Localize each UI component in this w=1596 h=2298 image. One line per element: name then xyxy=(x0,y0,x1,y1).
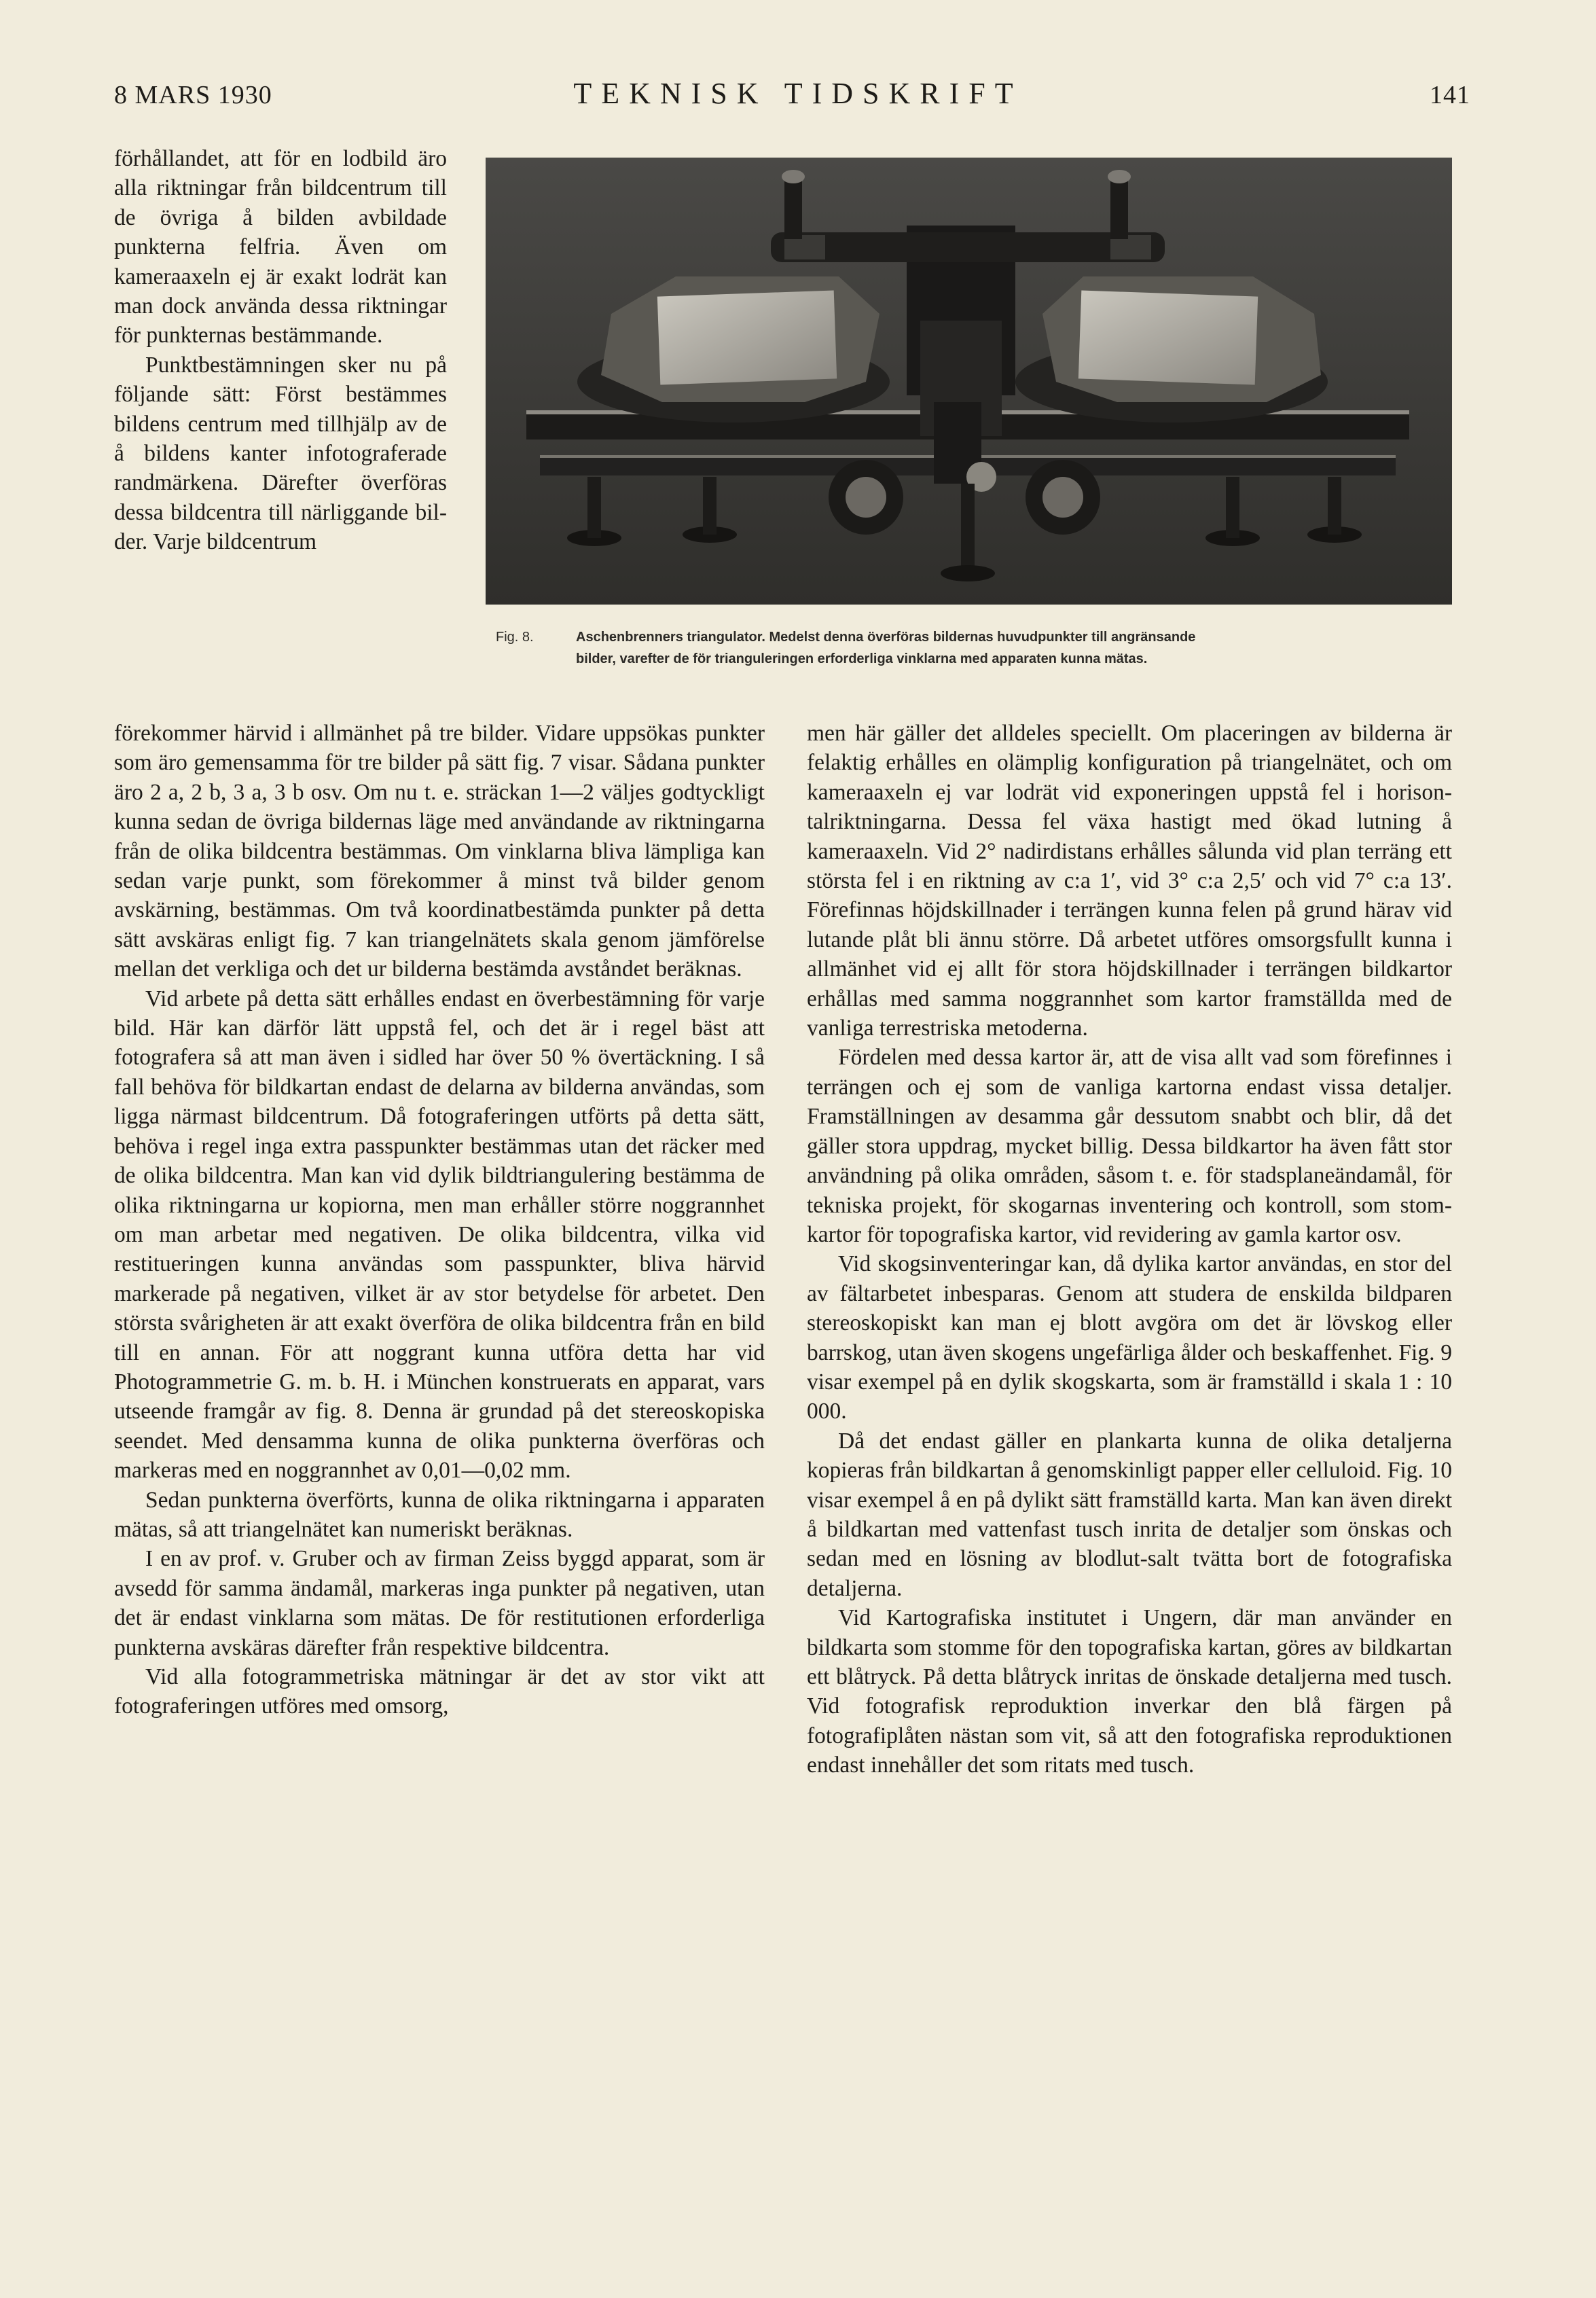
triangulator-photo xyxy=(486,158,1452,605)
paragraph: Punktbestämningen sker nu på följande sätt: Först bestämmes bildens centrum med tillhjälp av de å bildens kanter infotograferade randmärkena. Därefter överföras dessa bildcentra till närliggande bilder. Varje bildcentrum xyxy=(114,352,447,555)
paragraph: Vid alla fotogrammetriska mätningar är det av stor vikt att fotograferingen utföres med omsorg, xyxy=(114,1664,765,1719)
paragraph: Vid Kartografiska institutet i Ungern, där man använder en bildkarta som stomme för den topografiska kartan, göres av bildkartan ett blåtryck. På detta blåtryck inritas de önskade detaljerna med tusch. Vid fotografisk reproduktion inverkar den blå färgen på fotografiplåten nästan som vit, så att den fotografiska reproduktionen endast innehåller det som ritats med tusch. xyxy=(807,1605,1452,1778)
paragraph: förekommer härvid i allmänhet på tre bilder. Vidare uppsökas punkter som äro gemensamma för tre bilder på sätt fig. 7 visar. Sådana punkter äro 2 a, 2 b, 3 a, 3 b osv. Om nu t. e. sträckan 1—2 väljes godtyckligt kunna sedan de övriga bildernas läge med användande av riktningarna från de olika bildcentra bestämmas. Om vinklarna bliva lämpliga kan sedan varje punkt, som förekommer å minst två bilder genom avskärning, bestämmas. Om två koordinatbestämda punkter på detta sätt avskäras enligt fig. 7 kan triangelnätets skala genom jämförelse mellan det verkliga och det ur bilderna bestämda avståndet beräknas. xyxy=(114,721,765,982)
paragraph: förhållandet, att för en lodbild äro alla riktningar från bildcentrum till de övriga å bilden avbildade punkterna felfria. Även om kameraaxeln ej är exakt lodrät kan man dock använda dessa riktningar för punkternas bestämmande. xyxy=(114,146,447,348)
page-number: 141 xyxy=(1430,81,1470,109)
caption-line-1: Aschenbrenners triangulator. Medelst denna överföras bildernas huvudpunkter till angränsande xyxy=(576,630,1196,645)
text-column-left xyxy=(114,719,765,1721)
journal-title: TEKNISK TIDSKRIFT xyxy=(573,77,1023,110)
text-column-right xyxy=(807,719,1452,1780)
text-column-top-left xyxy=(114,144,447,557)
header-date: 8 MARS 1930 xyxy=(114,81,272,109)
paragraph: I en av prof. v. Gruber och av firman Zeiss byggd apparat, som är avsedd för samma ändamål, markeras inga punkter på negativen, utan det är endast vinklarna som mätas. De för restitutionen erforderliga punkterna avskäras därefter från respektive bildcentra. xyxy=(114,1546,765,1660)
paragraph: Sedan punkterna överförts, kunna de olika riktningarna i apparaten mätas, så att triangelnätet kan numeriskt beräknas. xyxy=(114,1487,765,1542)
paragraph: Vid arbete på detta sätt erhålles endast en överbestämning för varje bild. Här kan därför lätt uppstå fel, och det är i regel bäst att fotografera så att man även i sidled har över 50 % övertäckning. I så fall behöva för bildkartan endast de delarna av bilderna användas, som ligga närmast bildcentrum. Då fotograferingen utförts på detta sätt, behöva i regel inga extra passpunkter bestämmas utan det räcker med de olika bildcentra. Man kan vid dylik bildtriangulering bestämma de olika riktningarna ur kopiorna, men man erhåller större noggrannhet om man arbetar med negativen. De olika bildcentra, vilka vid restitueringen kunna användas som passpunkter, bliva härvid markerade på negativen, vilket är av stor betydelse för arbetet. Den största svårigheten är att exakt överföra de olika bildcentra från en bild till en annan. För att noggrant kunna utföra detta har vid Photogrammetrie G. m. b. H. i München konstruerats en apparat, vars utseende framgår av fig. 8. Denna är grundad på det stereoskopiska seendet. Med densamma kunna de olika punkterna överföras och markeras med en noggrannhet av 0,01—0,02 mm. xyxy=(114,986,765,1484)
paragraph: Då det endast gäller en plankarta kunna de olika detaljerna kopieras från bildkartan å genomskinligt papper eller celluloid. Fig. 10 visar exempel å en på dylikt sätt framställd karta. Man kan även direkt å bildkartan med vattenfast tusch inrita de detaljer som önskas och sedan med en lösning av blodlut-salt tvätta bort de fotografiska detaljerna. xyxy=(807,1428,1452,1601)
paragraph: Fördelen med dessa kartor är, att de visa allt vad som förefinnes i terrängen och ej som de vanliga kartorna endast vissa detaljer. Framställningen av desamma går dessutom snabbt och blir, då det gäller stora uppdrag, mycket billig. Dessa bildkartor ha även fått stor användning på olika områden, såsom t. e. för stadsplaneändamål, för tekniska projekt, för skogarnas inventering och kontroll, som stomkartor för topografiska kartor, vid revidering av gamla kartor osv. xyxy=(807,1045,1452,1247)
figure-label: Fig. 8. xyxy=(496,630,534,645)
paragraph: men här gäller det alldeles speciellt. Om placeringen av bilderna är felaktig erhålles en olämplig konfiguration på triangelnätet, och om kameraaxeln ej var lodrät vid exponeringen uppstå fel i horisontalriktningarna. Dessa fel växa hastigt med ökad lutning å kameraaxeln. Vid 2° nadirdistans erhålles sålunda vid plan terräng ett största fel i en riktning av c:a 1′, vid 3° c:a 2,5′ och vid 7° c:a 13′. Förefinnas höjdskillnader i terrängen kunna felen på grund härav vid lutande plåt bli ännu större. Då arbetet utföres omsorgsfullt kunna i allmänhet vid ej allt för stora höjdskillnader i terrängen bildkartor erhållas med samma noggrannhet som kartor framställda med de vanliga terrestriska metoderna. xyxy=(807,721,1452,1041)
caption-line-2: bilder, varefter de för trianguleringen erforderliga vinklarna med apparaten kunna mätas. xyxy=(576,651,1148,666)
triangulator-illustration xyxy=(486,158,1452,605)
figure-caption xyxy=(496,626,1452,670)
paragraph: Vid skogsinventeringar kan, då dylika kartor användas, en stor del av fältarbetet inbesparas. Genom att studera de enskilda bildparen stereoskopiskt kan man ej blott avgöra om det är lövskog eller barrskog, utan även skogens ungefärliga ålder och beskaffenhet. Fig. 9 visar exempel på en dylik skogskarta, som är framställd i skala 1 : 10 000. xyxy=(807,1251,1452,1424)
